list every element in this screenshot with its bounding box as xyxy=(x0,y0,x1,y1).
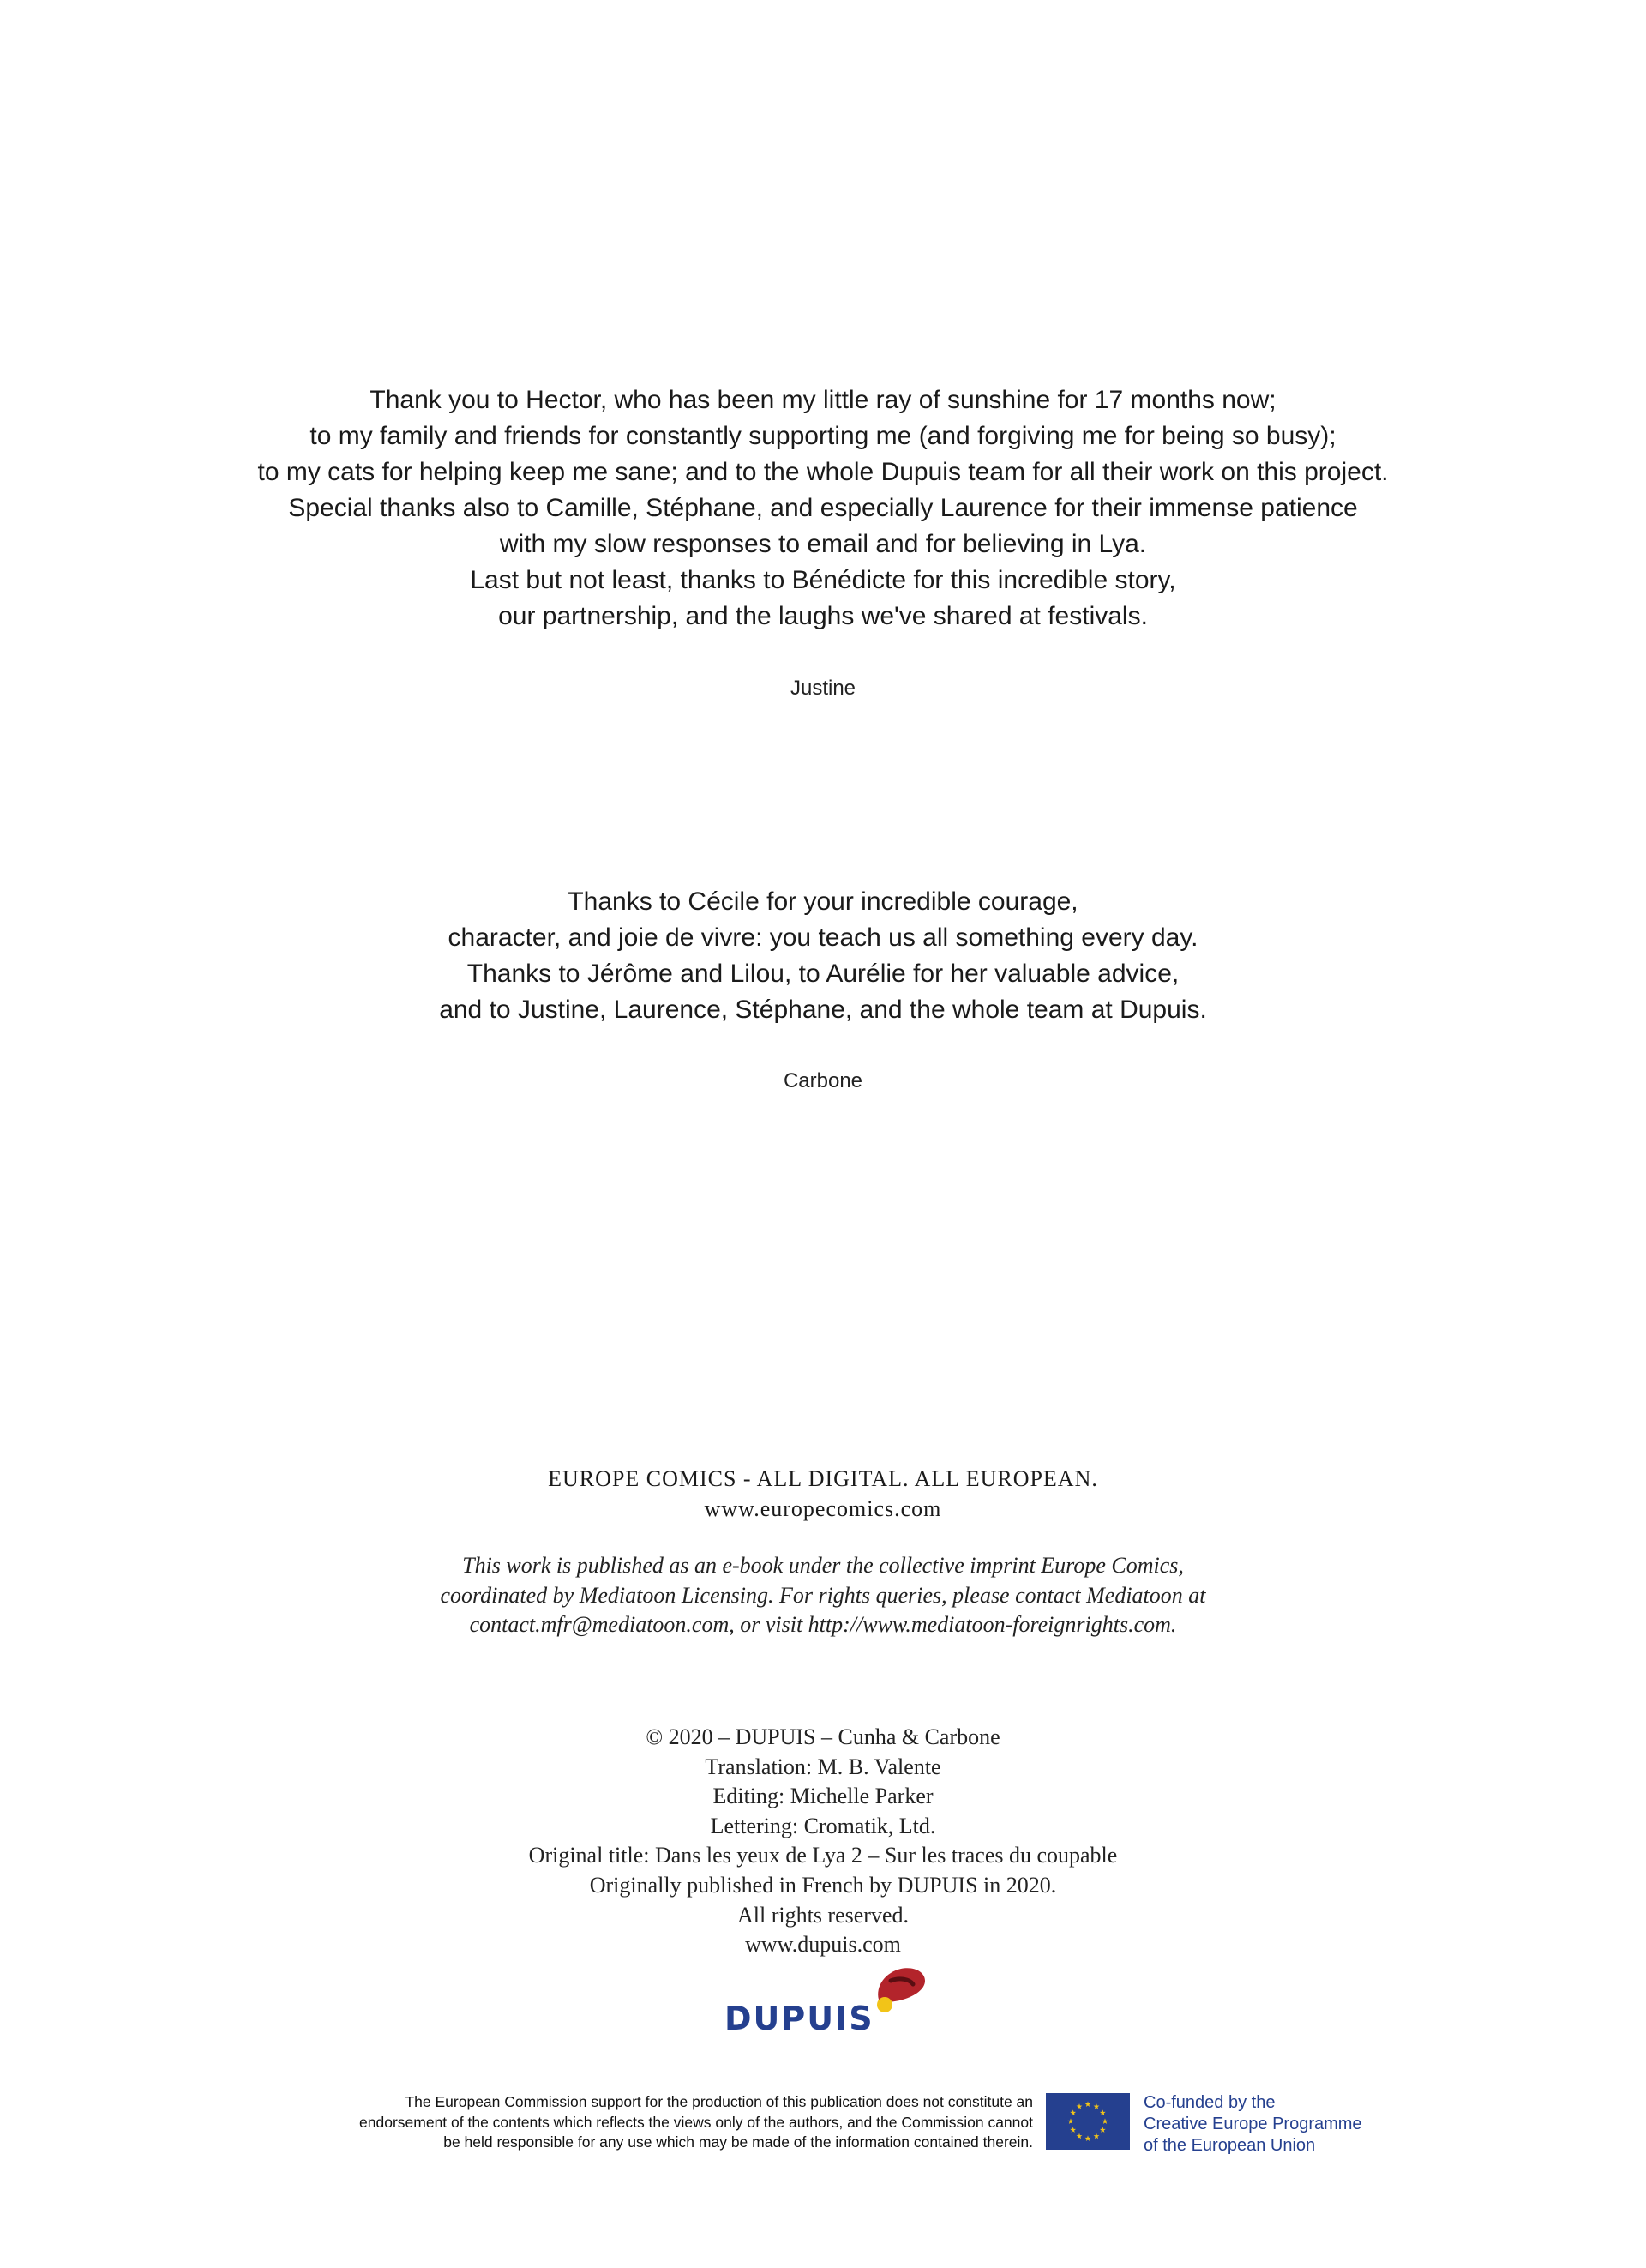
credit-line: Translation: M. B. Valente xyxy=(705,1754,941,1779)
carbone-thanks-line: and to Justine, Laurence, Stéphane, and the whole team at Dupuis. xyxy=(439,996,1207,1024)
justine-thanks-line: Thank you to Hector, who has been my little ray of sunshine for 17 months now; xyxy=(369,386,1277,414)
dupuis-hat-icon xyxy=(870,1964,930,2017)
credit-line: Originally published in French by DUPUIS in 2020. xyxy=(589,1872,1057,1898)
justine-thanks-line: Last but not least, thanks to Bénédicte for this incredible story, xyxy=(470,566,1176,594)
eu-cofunded-label xyxy=(1144,2092,1427,2157)
justine-signature: Justine xyxy=(790,677,856,700)
justine-thanks-line: with my slow responses to email and for believing in Lya. xyxy=(499,530,1147,558)
justine-acknowledgements xyxy=(137,382,1509,635)
cofunded-line: Co-funded by the xyxy=(1144,2093,1276,2112)
imprint-url: www.europecomics.com xyxy=(704,1496,942,1521)
cofunded-line: Creative Europe Programme xyxy=(1144,2115,1362,2133)
notice-line: This work is published as an e-book under the collective imprint Europe Comics, xyxy=(462,1553,1184,1578)
dupuis-logo xyxy=(724,1964,930,2037)
justine-thanks-line: our partnership, and the laughs we've shared at festivals. xyxy=(498,602,1148,630)
publication-notice xyxy=(137,1551,1509,1640)
carbone-acknowledgements xyxy=(137,884,1509,1028)
notice-line: coordinated by Mediatoon Licensing. For rights queries, please contact Mediatoon at xyxy=(440,1582,1206,1608)
credit-line: Lettering: Cromatik, Ltd. xyxy=(710,1813,936,1838)
carbone-thanks-line: Thanks to Cécile for your incredible courage, xyxy=(568,887,1078,916)
imprint-heading: EUROPE COMICS - ALL DIGITAL. ALL EUROPEAN. xyxy=(548,1466,1098,1491)
cofunded-line: of the European Union xyxy=(1144,2136,1316,2155)
eu-flag-icon xyxy=(1046,2093,1130,2150)
eu-disclaimer xyxy=(257,2092,1033,2153)
carbone-signature: Carbone xyxy=(783,1069,863,1092)
carbone-thanks-line: Thanks to Jérôme and Lilou, to Aurélie for her valuable advice, xyxy=(466,960,1180,988)
credits-block xyxy=(137,1723,1509,1960)
justine-thanks-line: to my cats for helping keep me sane; and to the whole Dupuis team for all their work on this project. xyxy=(257,458,1389,486)
disclaimer-line: endorsement of the contents which reflects the views only of the authors, and the Commission cannot xyxy=(359,2113,1033,2131)
disclaimer-line: The European Commission support for the production of this publication does not constitute an xyxy=(405,2093,1033,2110)
credit-line: Original title: Dans les yeux de Lya 2 – Sur les traces du coupable xyxy=(528,1843,1118,1868)
carbone-thanks-line: character, and joie de vivre: you teach us all something every day. xyxy=(448,923,1198,952)
credit-line: Editing: Michelle Parker xyxy=(712,1784,934,1809)
disclaimer-line: be held responsible for any use which may be made of the information contained therein. xyxy=(443,2133,1033,2151)
notice-line: contact.mfr@mediatoon.com, or visit http://www.mediatoon-foreignrights.com. xyxy=(469,1612,1177,1637)
copyright-line: © 2020 – DUPUIS – Cunha & Carbone xyxy=(646,1724,1000,1749)
credit-line: All rights reserved. xyxy=(736,1902,909,1928)
europe-comics-imprint xyxy=(137,1464,1509,1524)
credit-line: www.dupuis.com xyxy=(745,1932,901,1958)
justine-thanks-line: to my family and friends for constantly supporting me (and forgiving me for being so busy); xyxy=(309,422,1337,450)
dupuis-wordmark: DUPUIS xyxy=(724,2000,874,2037)
justine-thanks-line: Special thanks also to Camille, Stéphane, and especially Laurence for their immense patience xyxy=(288,494,1358,522)
